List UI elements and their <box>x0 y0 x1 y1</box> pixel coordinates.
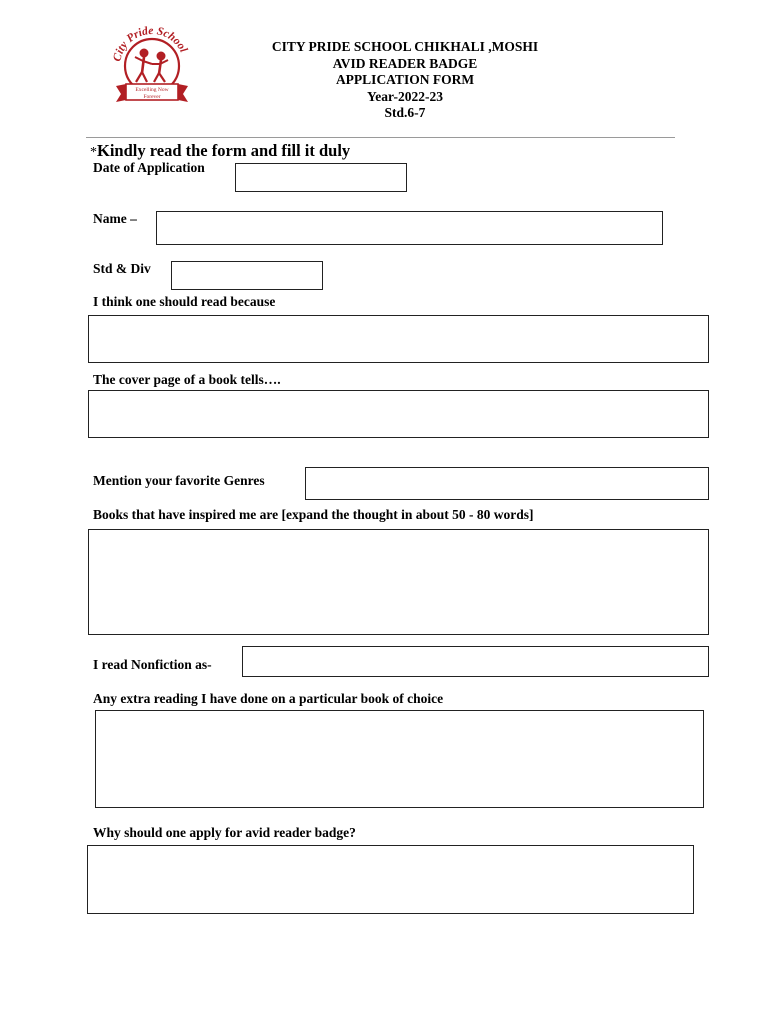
extra-reading-label: Any extra reading I have done on a particular book of choice <box>93 691 444 706</box>
date-of-application-box <box>235 163 407 192</box>
header-divider <box>86 137 675 138</box>
why-read-field[interactable] <box>89 316 708 362</box>
name-label: Name – <box>93 211 137 226</box>
school-name: CITY PRIDE SCHOOL CHIKHALI ,MOSHI <box>271 39 539 54</box>
academic-year: Year-2022-23 <box>367 88 443 104</box>
genres-label: Mention your favorite Genres <box>93 473 265 488</box>
std-div-field[interactable] <box>172 262 322 289</box>
cover-page-box <box>88 390 709 438</box>
instruction-message: Kindly read the form and fill it duly <box>97 141 351 160</box>
why-apply-label: Why should one apply for avid reader badge? <box>93 825 356 840</box>
why-read-label: I think one should read because <box>93 294 276 309</box>
std-div-box <box>171 261 323 290</box>
inspired-books-box <box>88 529 709 635</box>
instruction-text <box>90 141 350 161</box>
nonfiction-box <box>242 646 709 677</box>
why-read-box <box>88 315 709 363</box>
why-apply-field[interactable] <box>88 846 693 913</box>
std-div-label: Std & Div <box>93 261 151 276</box>
cover-page-field[interactable] <box>89 391 708 437</box>
badge-title: AVID READER BADGE <box>332 55 478 71</box>
form-title: APPLICATION FORM <box>335 72 475 87</box>
logo-banner-line2: Forever <box>143 94 161 100</box>
name-field[interactable] <box>157 212 662 244</box>
nonfiction-field[interactable] <box>243 647 708 676</box>
extra-reading-box <box>95 710 704 808</box>
date-of-application-label: Date of Application <box>93 160 205 175</box>
date-of-application-field[interactable] <box>236 164 406 191</box>
name-box <box>156 211 663 245</box>
logo-arc-text: City Pride School <box>111 24 190 63</box>
standard: Std.6-7 <box>384 105 426 120</box>
why-apply-box <box>87 845 694 914</box>
school-logo <box>106 20 198 106</box>
logo-banner-line1: Excelling Now <box>135 87 169 93</box>
inspired-books-field[interactable] <box>89 530 708 634</box>
genres-field[interactable] <box>306 468 708 499</box>
extra-reading-field[interactable] <box>96 711 703 807</box>
cover-page-label: The cover page of a book tells…. <box>93 372 281 387</box>
nonfiction-label: I read Nonfiction as- <box>93 657 212 672</box>
form-header <box>200 39 610 122</box>
school-logo-graphic <box>106 20 198 106</box>
inspired-books-label: Books that have inspired me are [expand the thought in about 50 - 80 words] <box>93 507 534 522</box>
instruction-star: * <box>90 145 97 160</box>
genres-box <box>305 467 709 500</box>
